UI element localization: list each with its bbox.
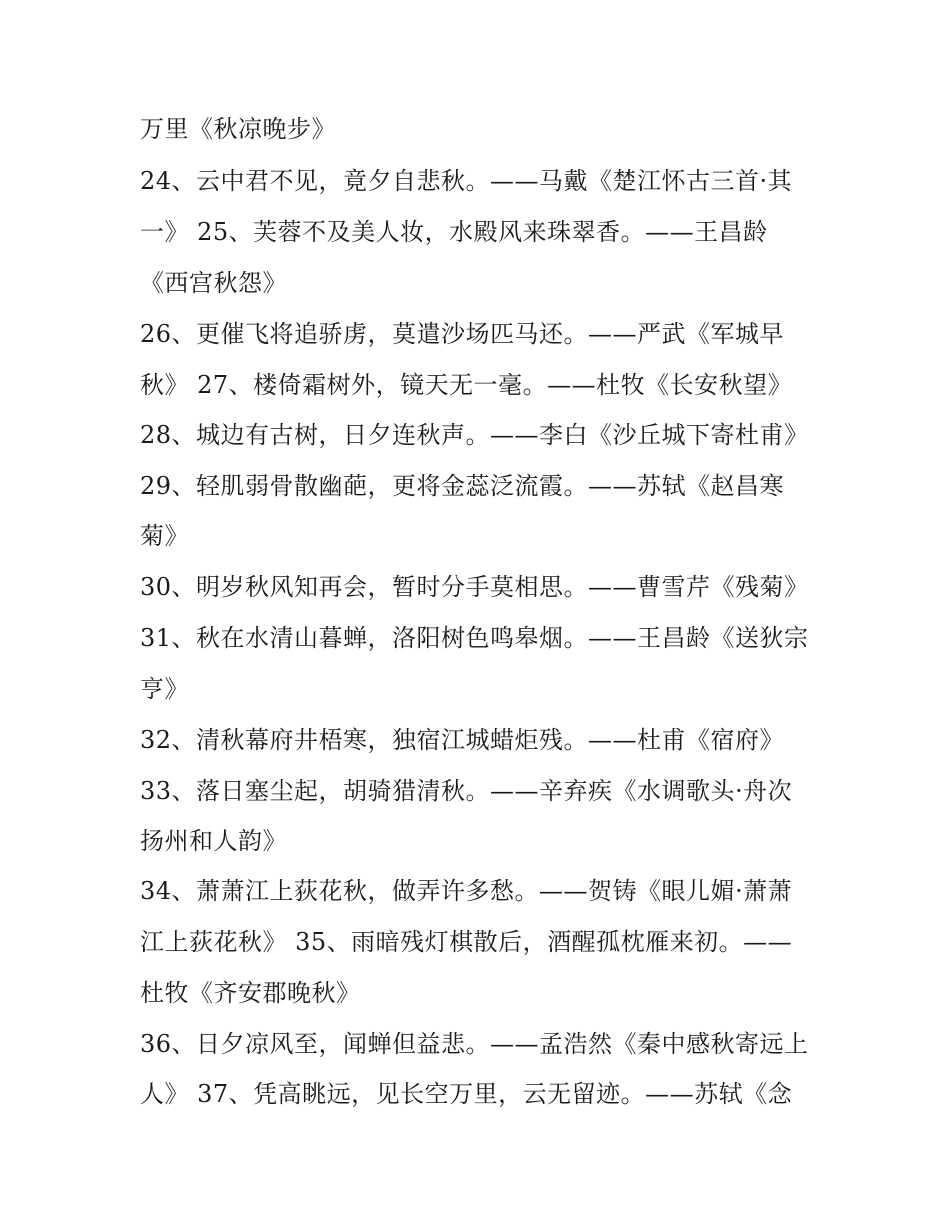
text-line: 33、落日塞尘起，胡骑猎清秋。——辛弃疾《水调歌头·舟次 <box>140 777 793 805</box>
text-line: 36、日夕凉风至，闻蝉但益悲。——孟浩然《秦中感秋寄远上 <box>140 1030 809 1058</box>
text-line: 31、秋在水清山暮蝉，洛阳树色鸣皋烟。——王昌龄《送狄宗 <box>140 624 809 652</box>
text-line: 秋》 27、楼倚霜树外，镜天无一毫。——杜牧《长安秋望》 <box>140 371 793 399</box>
text-line: 一》 25、芙蓉不及美人妆，水殿风来珠翠香。——王昌龄 <box>140 218 768 246</box>
text-line: 杜牧《齐安郡晚秋》 <box>140 979 361 1007</box>
text-line: 26、更催飞将追骄虏，莫遣沙场匹马还。——严武《军城早 <box>140 320 785 348</box>
text-line: 扬州和人韵》 <box>140 827 287 855</box>
text-line: 24、云中君不见，竟夕自悲秋。——马戴《楚江怀古三首·其 <box>140 167 793 195</box>
text-line: 菊》 <box>140 522 189 550</box>
text-line: 32、清秋幕府井梧寒，独宿江城蜡炬残。——杜甫《宿府》 <box>140 726 785 754</box>
text-line: 《西宫秋怨》 <box>140 269 287 297</box>
text-line: 万里《秋凉晚步》 <box>140 115 336 143</box>
text-line: 人》 37、凭高眺远，见长空万里，云无留迹。——苏轼《念 <box>140 1080 793 1108</box>
text-line: 28、城边有古树，日夕连秋声。——李白《沙丘城下寄杜甫》 <box>140 421 809 449</box>
text-line: 30、明岁秋风知再会，暂时分手莫相思。——曹雪芹《残菊》 <box>140 573 809 601</box>
text-line: 江上荻花秋》 35、雨暗残灯棋散后，酒醒孤枕雁来初。—— <box>140 928 793 956</box>
text-line: 亨》 <box>140 675 189 703</box>
text-line: 34、萧萧江上荻花秋，做弄许多愁。——贺铸《眼儿媚·萧萧 <box>140 877 793 905</box>
text-line: 29、轻肌弱骨散幽葩，更将金蕊泛流霞。——苏轼《赵昌寒 <box>140 472 785 500</box>
